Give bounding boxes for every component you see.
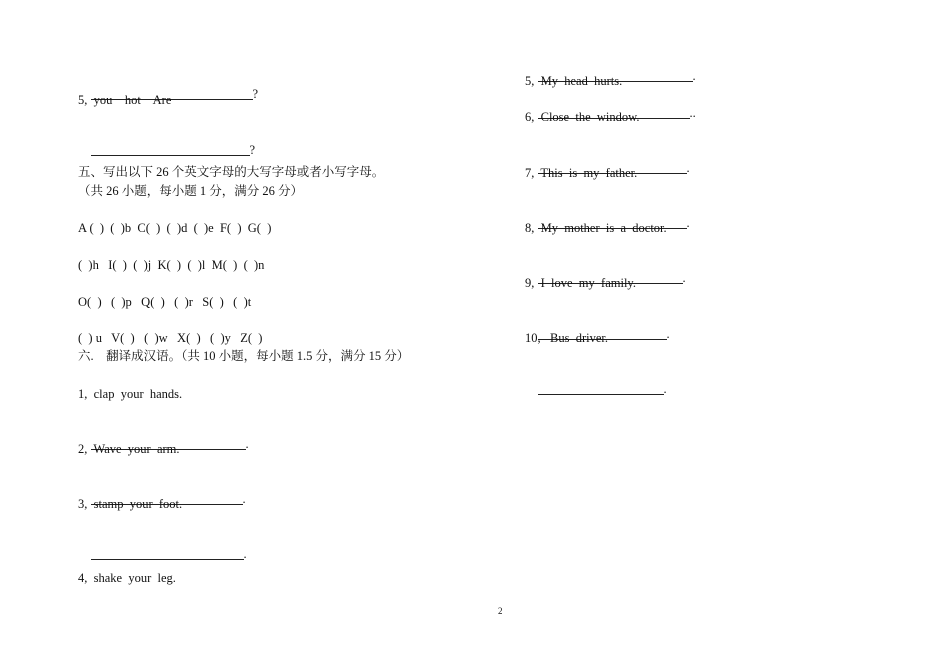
page-number: 2 — [498, 606, 503, 616]
translate-item-7: 7, This is my father. — [525, 166, 638, 180]
answer-line-q5: ? — [78, 129, 255, 143]
translate-item-2: 2, Wave your arm. — [78, 442, 180, 456]
letters-row-3: O( ) ( )p Q( ) ( )r S( ) ( )t — [78, 295, 252, 309]
translate-item-3: 3, stamp your foot. — [78, 497, 183, 511]
answer-line-2: . — [78, 478, 246, 492]
answer-line-6: . — [525, 147, 690, 161]
answer-line-5: .. — [525, 92, 696, 106]
answer-line-right-top: . — [525, 55, 696, 69]
section-5-title: 五、写出以下 26 个英文字母的大写字母或者小写字母。 — [78, 165, 385, 179]
translate-item-10: 10, Bus driver. — [525, 331, 608, 345]
section-5-note: （共 26 小题，每小题 1 分，满分 26 分） — [78, 184, 304, 198]
answer-line-7: . — [525, 202, 690, 216]
answer-line-8: . — [525, 257, 686, 271]
answer-line-q4: ? — [78, 73, 258, 87]
answer-line-9: . — [525, 313, 670, 327]
answer-line-10: . — [525, 368, 667, 382]
translate-item-9: 9, I love my family. — [525, 276, 636, 290]
section-6-title: 六. 翻译成汉语。（共 10 小题，每小题 1.5 分，满分 15 分） — [78, 349, 410, 363]
translate-item-5: 5, My head hurts. — [525, 74, 623, 88]
answer-line-1: . — [78, 423, 249, 437]
translate-item-1: 1, clap your hands. — [78, 387, 183, 401]
answer-line-3: . — [78, 533, 247, 547]
translate-item-4: 4, shake your leg. — [78, 571, 176, 585]
letters-row-1: A ( ) ( )b C( ) ( )d ( )e F( ) G( ) — [78, 221, 272, 235]
question-5-words: 5, you hot Are — [78, 93, 172, 107]
letters-row-2: ( )h I( ) ( )j K( ) ( )l M( ) ( )n — [78, 258, 265, 272]
letters-row-4: ( ) u V( ) ( )w X( ) ( )y Z( ) — [78, 331, 263, 345]
translate-item-8: 8, My mother is a doctor. — [525, 221, 667, 235]
translate-item-6: 6, Close the window. — [525, 110, 640, 124]
